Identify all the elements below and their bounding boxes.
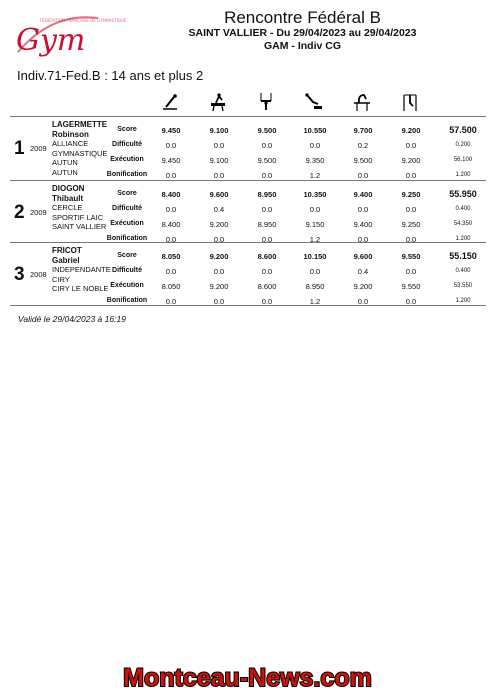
total-difficulty: 0.200 [455, 142, 471, 148]
apparatus-bonus-value: 0.0 [405, 235, 417, 244]
club-line: AUTUN [52, 167, 78, 177]
apparatus-bonus-value: 0.0 [165, 235, 177, 244]
row-separator [10, 242, 486, 243]
apparatus-score-value: 8.600 [257, 252, 277, 261]
apparatus-difficulty-value: 0.0 [405, 141, 417, 150]
apparatus-score-value: 9.200 [209, 252, 229, 261]
apparatus-difficulty-value: 0.0 [261, 205, 273, 214]
apparatus-bonus-value: 1.2 [309, 171, 321, 180]
apparatus-bonus-value: 1.2 [309, 297, 321, 306]
logo-text: Gym [16, 23, 86, 58]
row-label-score: Score [117, 190, 137, 197]
parallel-bars-icon [352, 92, 372, 112]
vault-icon [304, 92, 324, 112]
competition-location-dates: SAINT VALLIER - Du 29/04/2023 au 29/04/2023 [188, 27, 417, 39]
apparatus-execution-value: 9.500 [353, 156, 373, 165]
apparatus-difficulty-value: 0.0 [165, 267, 177, 276]
total-score: 55.150 [449, 251, 477, 261]
apparatus-difficulty-value: 0.0 [213, 267, 225, 276]
gymnast-row [10, 182, 486, 244]
rank: 2 [14, 202, 25, 223]
row-label-score: Score [117, 126, 137, 133]
apparatus-difficulty-value: 0.0 [309, 267, 321, 276]
apparatus-score-value: 8.050 [161, 252, 181, 261]
birth-year: 2008 [30, 270, 47, 279]
rank: 1 [14, 138, 25, 159]
apparatus-score-value: 9.400 [353, 190, 373, 199]
apparatus-score-value: 10.550 [303, 126, 327, 135]
apparatus-difficulty-value: 0.4 [213, 205, 225, 214]
watermark: Montceau-News.com [123, 664, 372, 692]
row-label-bonus: Bonification [106, 297, 148, 304]
gymnast-row [10, 244, 486, 306]
gymnast-first-name: Thibault [52, 193, 84, 203]
gymnast-last-name: DIOGON [52, 184, 85, 193]
apparatus-icon-row [0, 92, 495, 114]
apparatus-execution-value: 9.200 [353, 282, 373, 291]
club-line: AUTUN [52, 158, 78, 167]
club-line: CIRY [52, 274, 70, 284]
apparatus-bonus-value: 0.0 [213, 297, 225, 306]
apparatus-difficulty-value: 0.0 [405, 267, 417, 276]
gymnast-identity [52, 246, 111, 294]
apparatus-score-value: 9.250 [401, 190, 421, 199]
apparatus-execution-value: 8.050 [161, 282, 181, 291]
apparatus-execution-value: 9.450 [161, 156, 181, 165]
gymnast-identity [52, 120, 107, 177]
category-label: Indiv.71-Fed.B : 14 ans et plus 2 [17, 68, 204, 83]
total-score: 57.500 [449, 125, 477, 135]
apparatus-execution-value: 9.250 [401, 220, 421, 229]
apparatus-difficulty-value: 0.2 [357, 141, 369, 150]
apparatus-difficulty-value: 0.0 [165, 205, 177, 214]
apparatus-score-value: 9.200 [401, 126, 421, 135]
apparatus-execution-value: 8.950 [305, 282, 325, 291]
total-difficulty: 0.400 [455, 206, 471, 212]
row-label-difficulty: Difficulté [112, 141, 142, 148]
apparatus-execution-value: 9.100 [209, 156, 229, 165]
apparatus-execution-value: 9.400 [353, 220, 373, 229]
total-bonus: 1.200 [455, 172, 471, 178]
apparatus-execution-value: 8.950 [257, 220, 277, 229]
row-label-score: Score [117, 252, 137, 259]
row-separator [10, 180, 486, 181]
apparatus-bonus-value: 0.0 [357, 235, 369, 244]
apparatus-score-value: 9.100 [209, 126, 229, 135]
apparatus-difficulty-value: 0.0 [357, 205, 369, 214]
apparatus-difficulty-value: 0.0 [309, 141, 321, 150]
competition-discipline: GAM - Indiv CG [264, 40, 341, 52]
apparatus-execution-value: 9.200 [209, 282, 229, 291]
gymnast-identity [52, 184, 106, 232]
apparatus-bonus-value: 0.0 [261, 297, 273, 306]
apparatus-bonus-value: 0.0 [405, 171, 417, 180]
pommel-horse-icon [208, 92, 228, 112]
apparatus-bonus-value: 0.0 [213, 171, 225, 180]
apparatus-bonus-value: 0.0 [357, 297, 369, 306]
page-title: Rencontre Fédéral B [224, 8, 381, 27]
apparatus-bonus-value: 0.0 [405, 297, 417, 306]
apparatus-bonus-value: 1.2 [309, 235, 321, 244]
club-line: CIRY LE NOBLE [52, 284, 109, 293]
apparatus-score-value: 8.950 [257, 190, 277, 199]
birth-year: 2009 [30, 208, 47, 217]
apparatus-difficulty-value: 0.0 [165, 141, 177, 150]
apparatus-bonus-value: 0.0 [165, 297, 177, 306]
page-header [120, 8, 485, 53]
total-execution: 56.100 [453, 157, 473, 163]
row-label-difficulty: Difficulté [112, 205, 142, 212]
apparatus-execution-value: 9.550 [401, 282, 421, 291]
gymnast-first-name: Robinson [52, 129, 89, 139]
row-label-difficulty: Difficulté [112, 267, 142, 274]
apparatus-difficulty-value: 0.4 [357, 267, 369, 276]
club-line: INDEPENDANTE [52, 265, 111, 274]
apparatus-bonus-value: 0.0 [261, 235, 273, 244]
row-label-bonus: Bonification [106, 171, 148, 178]
apparatus-execution-value: 9.200 [401, 156, 421, 165]
apparatus-score-value: 9.600 [353, 252, 373, 261]
apparatus-execution-value: 9.500 [257, 156, 277, 165]
apparatus-difficulty-value: 0.0 [261, 267, 273, 276]
apparatus-execution-value: 9.350 [305, 156, 325, 165]
rings-icon [256, 92, 276, 112]
gymnast-last-name: LAGERMETTE [52, 120, 108, 129]
club-line: SAINT VALLIER [52, 222, 107, 231]
apparatus-score-value: 8.400 [161, 190, 181, 199]
apparatus-difficulty-value: 0.0 [309, 205, 321, 214]
apparatus-difficulty-value: 0.0 [261, 141, 273, 150]
gymnast-row [10, 118, 486, 180]
row-label-execution: Exécution [110, 156, 144, 163]
club-line: CERCLE [52, 203, 83, 212]
apparatus-score-value: 9.550 [401, 252, 421, 261]
club-line: GYMNASTIQUE [52, 148, 108, 158]
total-execution: 54.350 [453, 221, 473, 227]
apparatus-difficulty-value: 0.0 [213, 141, 225, 150]
row-separator [10, 116, 486, 117]
total-execution: 53.550 [453, 283, 473, 289]
apparatus-bonus-value: 0.0 [213, 235, 225, 244]
apparatus-difficulty-value: 0.0 [405, 205, 417, 214]
apparatus-score-value: 9.450 [161, 126, 181, 135]
floor-icon [160, 92, 180, 112]
apparatus-bonus-value: 0.0 [165, 171, 177, 180]
row-label-execution: Exécution [110, 220, 144, 227]
apparatus-score-value: 9.600 [209, 190, 229, 199]
apparatus-bonus-value: 0.0 [357, 171, 369, 180]
apparatus-score-value: 9.500 [257, 126, 277, 135]
apparatus-execution-value: 9.150 [305, 220, 325, 229]
club-line: SPORTIF LAIC [52, 212, 104, 222]
apparatus-execution-value: 8.600 [257, 282, 277, 291]
total-bonus: 1.200 [455, 236, 471, 242]
apparatus-execution-value: 8.400 [161, 220, 181, 229]
apparatus-score-value: 10.150 [303, 252, 327, 261]
row-label-execution: Exécution [110, 282, 144, 289]
high-bar-icon [400, 92, 420, 112]
total-difficulty: 0.400 [455, 268, 471, 274]
gymnast-first-name: Gabriel [52, 255, 80, 265]
gymnast-last-name: FRICOT [52, 246, 82, 255]
row-label-bonus: Bonification [106, 235, 148, 242]
apparatus-bonus-value: 0.0 [261, 171, 273, 180]
total-score: 55.950 [449, 189, 477, 199]
ffgym-logo [12, 10, 127, 60]
row-separator [10, 305, 486, 306]
validation-timestamp: Validé le 29/04/2023 à 16:19 [18, 314, 126, 324]
logo-tagline: FÉDÉRATION FRANÇAISE DE GYMNASTIQUE [40, 18, 127, 23]
rank: 3 [14, 264, 25, 285]
club-line: ALLIANCE [52, 139, 89, 148]
apparatus-score-value: 10.350 [303, 190, 327, 199]
apparatus-score-value: 9.700 [353, 126, 373, 135]
apparatus-execution-value: 9.200 [209, 220, 229, 229]
total-bonus: 1.200 [455, 298, 471, 304]
birth-year: 2009 [30, 144, 47, 153]
